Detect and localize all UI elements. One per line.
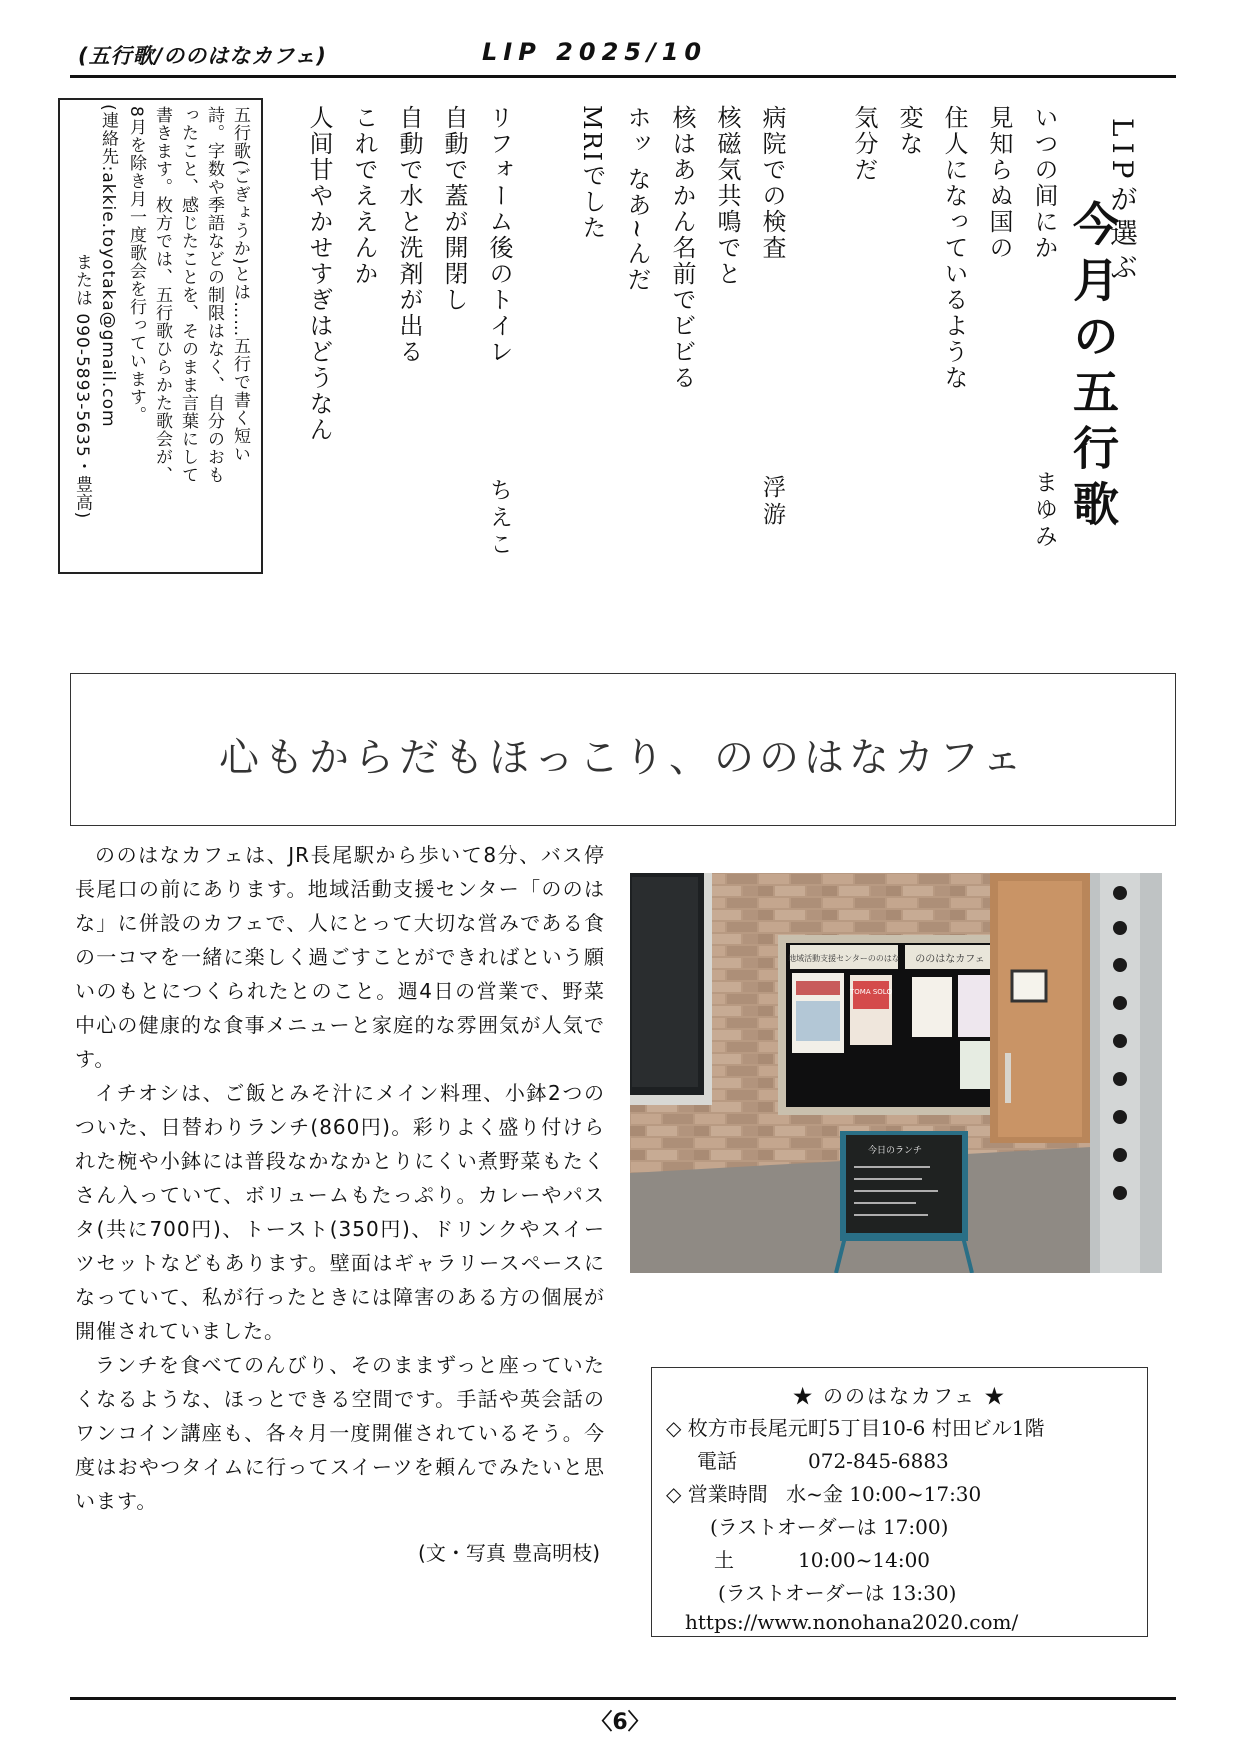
header-issue-label: LIP 2025/10 <box>482 38 708 66</box>
poem-3-line-3: 自動で水と洗剤が出る <box>395 105 423 365</box>
poem-2-line-5: MRIでした <box>578 105 606 242</box>
explanation-line-2: 詩。字数や季語などの制限はなく、自分のおも <box>204 106 224 484</box>
info-hours-weekday: 水~金 10:00~17:30 <box>786 1482 982 1506</box>
info-saturday-hours: 10:00~14:00 <box>798 1548 931 1572</box>
poem-2-line-1: 病院での検査 <box>758 105 786 261</box>
info-hours-label: ◇ 営業時間 <box>666 1482 768 1506</box>
photo-poster-label: TOMA SOLO <box>850 988 892 996</box>
poem-1-line-2: 見知らぬ国の <box>985 105 1013 261</box>
article-title: 心もからだもほっこり、ののはなカフェ <box>219 735 1027 781</box>
poem-2-line-2: 核磁気共鳴でと <box>713 105 741 287</box>
poem-1-line-5: 気分だ <box>850 105 878 183</box>
article-credit: (文・写真 豊高明枝) <box>418 1541 600 1565</box>
explanation-line-4: 書きます。枚方では、五行歌ひらかた歌会が、 <box>152 106 172 484</box>
info-phone-label: 電話 <box>697 1449 737 1473</box>
header-section-label: (五行歌/ののはなカフェ) <box>78 44 327 68</box>
poem-2-line-3: 核はあかん名前でビビる <box>668 105 696 391</box>
info-saturday-last-order: (ラストオーダーは 13:30) <box>718 1581 957 1605</box>
info-hours-row <box>666 1478 981 1511</box>
poem-3-line-4: これでええんか <box>350 105 378 287</box>
explanation-contact-phone: または 090-5893-5635・豊高) <box>72 253 92 520</box>
explanation-line-5: 8月を除き月一度歌会を行っています。 <box>126 106 146 424</box>
article-paragraph-2: イチオシは、ご飯とみそ汁にメイン料理、小鉢2つのついた、日替わりランチ(860円)。彩りよく盛り付けられた椀や小鉢には普段なかなかとりにくい煮野菜もたくさん入っていて、ボリュームもたっぷり。カレーやパスタ(共に700円)、トースト(350円)、ドリンクやスイーツセットなどもあります。壁面はギャラリースペースになっていて、私が行ったときには障害のある方の個展が開催されていました。 <box>75 1081 605 1343</box>
article-body <box>75 838 605 1518</box>
explanation-line-3: ったこと、感じたことを、そのまま言葉にして <box>178 106 198 484</box>
poem-3-line-2: 自動で蓋が開閉し <box>440 105 468 313</box>
explanation-contact-email: (連絡先:akkie.toyotaka@gmail.com <box>98 104 118 428</box>
info-saturday-label: 土 <box>714 1548 734 1572</box>
info-weekday-last-order: (ラストオーダーは 17:00) <box>710 1515 949 1539</box>
poem-1-author: まゆみ <box>1031 470 1057 551</box>
article-paragraph-3: ランチを食べてのんびり、そのままずっと座っていたくなるような、ほっとできる空間です。手話や英会話のワンコイン講座も、各々月一度開催されているそう。今度はおやつタイムに行ってスイーツを頼んでみたいと思います。 <box>75 1353 605 1513</box>
poem-3-line-1: リフォーム後のトイレ <box>485 105 513 365</box>
feature-small-heading: LIPが選ぶ <box>1106 118 1139 287</box>
feature-title: 今月の五行歌 <box>1066 200 1120 536</box>
photo-sign-cafe: ののはなカフェ <box>915 954 985 965</box>
info-website-link[interactable]: https://www.nonohana2020.com/ <box>685 1610 1019 1634</box>
article-title-box <box>70 673 1176 826</box>
cafe-info-box <box>651 1367 1148 1637</box>
footer-rule <box>70 1697 1176 1700</box>
poem-2-author: 浮游 <box>759 475 785 529</box>
poem-1-line-4: 変な <box>895 105 923 157</box>
header-rule <box>70 75 1176 78</box>
poem-3-line-5: 人间甘やかせすぎはどうなん <box>305 105 333 443</box>
info-box-title: ★ ののはなカフェ ★ <box>792 1384 1007 1408</box>
photo-blackboard-title: 今日のランチ <box>868 1146 923 1156</box>
poem-2-line-4: ホッ なあ~んだ <box>623 105 651 293</box>
explanation-line-1: 五行歌(ごぎょうか)とは……五行で書く短い <box>230 106 250 464</box>
photo-sign-board: 地域活動支援センターののはな <box>788 954 900 963</box>
page-number: 〈6〉 <box>590 1710 650 1735</box>
photo-illustration <box>630 873 1162 1273</box>
article-paragraph-1: ののはなカフェは、JR長尾駅から歩いて8分、バス停長尾口の前にあります。地域活動支援センター「ののはな」に併設のカフェで、人にとって大切な営みである食の一コマを一緒に楽しく過ごすことができればという願いのもとにつくられたとのこと。週4日の営業で、野菜中心の健康的な食事メニューと家庭的な雰囲気が人気です。 <box>75 843 605 1071</box>
poem-3-author: ちえこ <box>486 478 512 559</box>
info-address: ◇ 枚方市長尾元町5丁目10-6 村田ビル1階 <box>666 1416 1045 1440</box>
poem-1-line-3: 住人になっているような <box>940 105 968 391</box>
cafe-entrance-photo <box>630 873 1162 1273</box>
info-phone-number[interactable]: 072-845-6883 <box>808 1449 949 1473</box>
poem-1-line-1: いつの间にか <box>1030 105 1058 261</box>
